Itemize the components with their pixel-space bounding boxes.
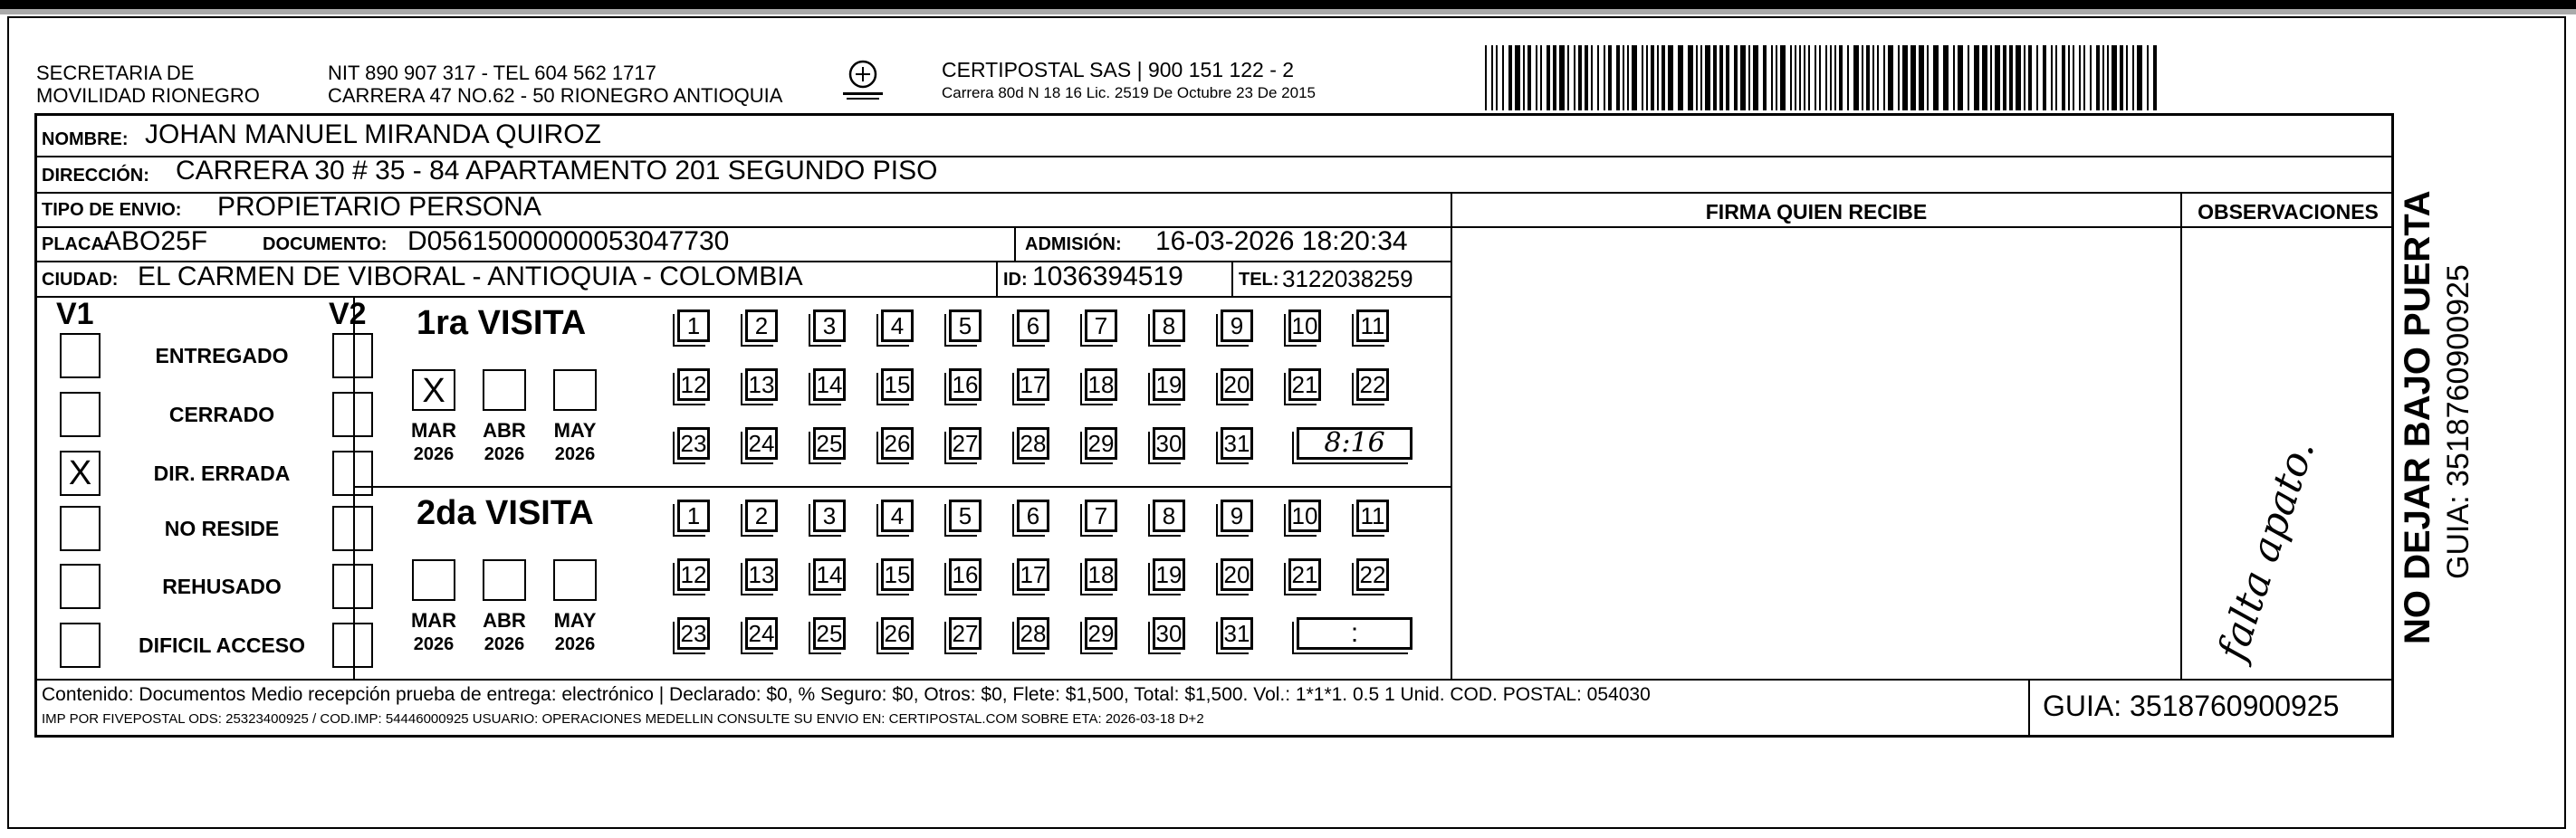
day-box[interactable]: 11 [1356, 500, 1389, 532]
top-edge-shadow [0, 9, 2576, 14]
day-box[interactable]: 17 [1017, 558, 1049, 591]
day-box[interactable]: 25 [813, 427, 846, 460]
nombre-value: JOHAN MANUEL MIRANDA QUIROZ [145, 119, 601, 149]
month-label: ABR [483, 609, 526, 632]
day-box[interactable]: 5 [949, 500, 982, 532]
day-box[interactable]: 12 [677, 368, 710, 401]
month-label: ABR [483, 419, 526, 442]
day-box[interactable]: 24 [745, 427, 778, 460]
v1-checkbox[interactable] [60, 333, 101, 378]
month-label: MAR [410, 419, 457, 442]
side-warning: NO DEJAR BAJO PUERTA [2398, 190, 2437, 644]
status-label: ENTREGADO [155, 344, 289, 367]
day-box[interactable]: 16 [949, 558, 982, 591]
day-box[interactable]: 6 [1017, 500, 1049, 532]
documento-value: D05615000000053047730 [407, 226, 730, 256]
month-label: MAR [410, 609, 457, 632]
ciudad-value: EL CARMEN DE VIBORAL - ANTIOQUIA - COLOMBIA [138, 262, 803, 291]
day-box[interactable]: 28 [1017, 617, 1049, 650]
day-box[interactable]: 9 [1221, 309, 1253, 342]
footer-guia: GUIA: 3518760900925 [2043, 690, 2340, 722]
year-label: 2026 [484, 444, 525, 464]
day-box[interactable]: 15 [881, 558, 914, 591]
day-box[interactable]: 24 [745, 617, 778, 650]
day-box[interactable]: 8 [1153, 500, 1185, 532]
day-box[interactable]: 12 [677, 558, 710, 591]
id-value: 1036394519 [1032, 262, 1183, 291]
status-label: DIR. ERRADA [153, 462, 291, 485]
day-box[interactable]: 18 [1085, 368, 1117, 401]
v1-header: V1 [56, 297, 94, 331]
visit-title: 2da VISITA [417, 494, 594, 532]
barcode [1485, 45, 2164, 110]
day-box[interactable]: 7 [1085, 500, 1117, 532]
placa-label: PLACA: [42, 234, 110, 254]
company-name: CERTIPOSTAL SAS | 900 151 122 - 2 [942, 58, 1295, 81]
documento-label: DOCUMENTO: [263, 234, 388, 254]
day-box[interactable]: 3 [813, 500, 846, 532]
day-box[interactable]: 2 [745, 500, 778, 532]
day-box[interactable]: 14 [813, 368, 846, 401]
direccion-value: CARRERA 30 # 35 - 84 APARTAMENTO 201 SEGUNDO PISO [176, 156, 938, 186]
year-label: 2026 [413, 634, 455, 654]
day-box[interactable]: 20 [1221, 558, 1253, 591]
visit-title: 1ra VISITA [417, 304, 587, 342]
day-box[interactable]: 16 [949, 368, 982, 401]
v1-checkbox[interactable] [60, 564, 101, 609]
postal-logo-icon [836, 54, 890, 104]
tel-value: 3122038259 [1282, 265, 1413, 292]
day-box[interactable]: 13 [745, 368, 778, 401]
direccion-label: DIRECCIÓN: [42, 166, 149, 186]
day-box[interactable]: 30 [1153, 427, 1185, 460]
v1-checkbox[interactable] [60, 506, 101, 551]
day-box[interactable]: 27 [949, 617, 982, 650]
month-label: MAY [553, 609, 597, 632]
day-box[interactable]: 13 [745, 558, 778, 591]
month-checkbox[interactable] [553, 369, 597, 411]
v2-checkbox[interactable] [332, 333, 373, 378]
day-box[interactable]: 10 [1288, 309, 1321, 342]
org-contact: NIT 890 907 317 - TEL 604 562 1717 CARRERA 47 NO.62 - 50 RIONEGRO ANTIOQUIA [328, 62, 783, 107]
status-label: NO RESIDE [164, 517, 280, 540]
day-box[interactable]: 29 [1085, 617, 1117, 650]
time-box[interactable]: 8:16 [1297, 427, 1412, 460]
firma-header: FIRMA QUIEN RECIBE [1705, 200, 1928, 224]
day-box[interactable]: 4 [881, 309, 914, 342]
v2-checkbox[interactable] [332, 451, 373, 496]
day-box[interactable]: 6 [1017, 309, 1049, 342]
day-box[interactable]: 11 [1356, 309, 1389, 342]
company-license: Carrera 80d N 18 16 Lic. 2519 De Octubre 23 De 2015 [942, 84, 1316, 101]
month-checkbox[interactable] [553, 559, 597, 601]
day-box[interactable]: 20 [1221, 368, 1253, 401]
month-checkbox[interactable] [483, 559, 526, 601]
footer-content: Contenido: Documentos Medio recepción prueba de entrega: electrónico | Declarado: $0, % Seguro: $0, Otros: $0, Flete: $1,500, Total: $1,500. Vol.: 1*1*1. 0.5 1 Unid. COD. POSTAL: 054030 [42, 684, 1651, 705]
day-box[interactable]: 30 [1153, 617, 1185, 650]
year-label: 2026 [554, 444, 596, 464]
day-box[interactable]: 9 [1221, 500, 1253, 532]
day-box[interactable]: 22 [1356, 558, 1389, 591]
top-edge [0, 0, 2576, 9]
day-box[interactable]: 7 [1085, 309, 1117, 342]
admision-value: 16-03-2026 18:20:34 [1155, 226, 1408, 256]
day-box[interactable]: 1 [677, 500, 710, 532]
v1-checkbox[interactable]: X [60, 451, 101, 496]
day-box[interactable]: 3 [813, 309, 846, 342]
nombre-label: NOMBRE: [42, 129, 129, 149]
day-box[interactable]: 5 [949, 309, 982, 342]
day-box[interactable]: 25 [813, 617, 846, 650]
day-box[interactable]: 2 [745, 309, 778, 342]
tel-label: TEL: [1239, 270, 1279, 290]
status-label: REHUSADO [162, 575, 282, 598]
placa-value: ABO25F [103, 226, 208, 256]
day-box[interactable]: 15 [881, 368, 914, 401]
month-label: MAY [553, 419, 597, 442]
observacion-handwriting: falta apato. [2209, 433, 2324, 666]
day-box[interactable]: 18 [1085, 558, 1117, 591]
day-box[interactable]: 22 [1356, 368, 1389, 401]
day-box[interactable]: 19 [1153, 558, 1185, 591]
day-box[interactable]: 29 [1085, 427, 1117, 460]
tipo-envio-label: TIPO DE ENVIO: [42, 200, 182, 220]
day-box[interactable]: 17 [1017, 368, 1049, 401]
v2-checkbox[interactable] [332, 506, 373, 551]
day-box[interactable]: 23 [677, 617, 710, 650]
day-box[interactable]: 27 [949, 427, 982, 460]
day-box[interactable]: 8 [1153, 309, 1185, 342]
month-checkbox[interactable]: X [412, 369, 455, 411]
tipo-envio-value: PROPIETARIO PERSONA [217, 192, 541, 222]
status-label: DIFICIL ACCESO [138, 633, 305, 657]
side-guia: GUIA: 3518760900925 [2441, 264, 2475, 579]
day-box[interactable]: 1 [677, 309, 710, 342]
day-box[interactable]: 10 [1288, 500, 1321, 532]
v1-checkbox[interactable] [60, 392, 101, 437]
v2-header: V2 [329, 297, 367, 331]
day-box[interactable]: 26 [881, 617, 914, 650]
org-name: SECRETARIA DE MOVILIDAD RIONEGRO [36, 62, 260, 107]
day-box[interactable]: 4 [881, 500, 914, 532]
observaciones-header: OBSERVACIONES [2198, 200, 2379, 224]
day-box[interactable]: 14 [813, 558, 846, 591]
admision-label: ADMISIÓN: [1025, 234, 1122, 254]
month-checkbox[interactable] [483, 369, 526, 411]
year-label: 2026 [554, 634, 596, 654]
v1-checkbox[interactable] [60, 623, 101, 668]
day-box[interactable]: 31 [1221, 427, 1253, 460]
day-box[interactable]: 31 [1221, 617, 1253, 650]
ciudad-label: CIUDAD: [42, 270, 119, 290]
v2-checkbox[interactable] [332, 564, 373, 609]
month-checkbox[interactable] [412, 559, 455, 601]
day-box[interactable]: 23 [677, 427, 710, 460]
status-label: CERRADO [168, 403, 275, 426]
day-box[interactable]: 19 [1153, 368, 1185, 401]
day-box[interactable]: 21 [1288, 558, 1321, 591]
footer-meta: IMP POR FIVEPOSTAL ODS: 25323400925 / COD.IMP: 54446000925 USUARIO: OPERACIONES MEDELLIN CONSULTE SU ENVIO EN: CERTIPOSTAL.COM SOBRE ETA: 2026-03-18 D+2 [42, 711, 1204, 727]
id-label: ID: [1003, 270, 1028, 290]
time-box[interactable]: : [1297, 617, 1412, 650]
day-box[interactable]: 21 [1288, 368, 1321, 401]
year-label: 2026 [484, 634, 525, 654]
v2-checkbox[interactable] [332, 392, 373, 437]
day-box[interactable]: 28 [1017, 427, 1049, 460]
year-label: 2026 [413, 444, 455, 464]
day-box[interactable]: 26 [881, 427, 914, 460]
v2-checkbox[interactable] [332, 623, 373, 668]
